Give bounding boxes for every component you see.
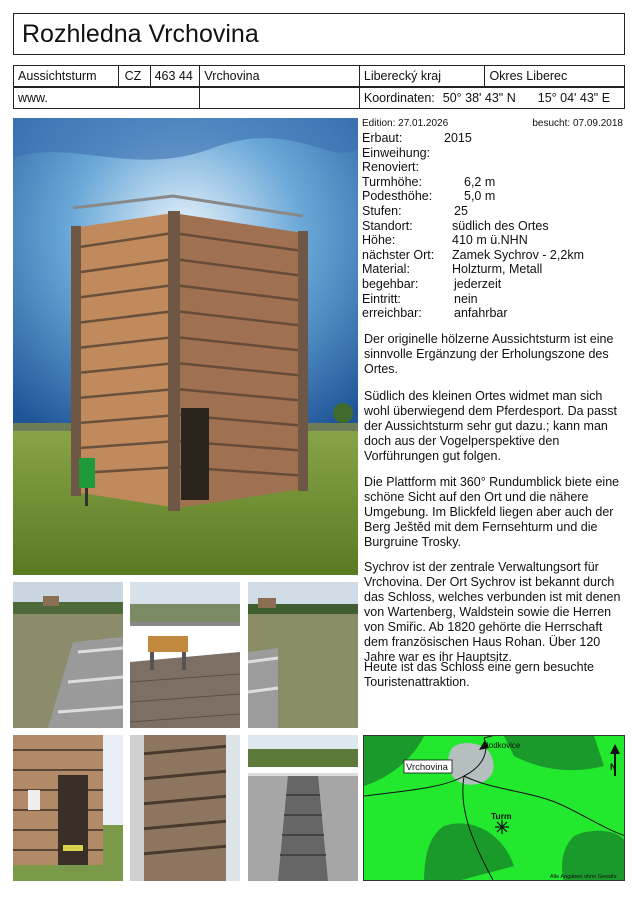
info-row-web-coords [13, 87, 625, 109]
page-title: Rozhledna Vrchovina [13, 13, 625, 55]
coords-label: Koordinaten: [363, 91, 435, 105]
fact-value: 2015 [444, 131, 472, 145]
fact-row [362, 160, 625, 175]
info-row-location [13, 65, 625, 87]
coordinates [360, 88, 624, 108]
fact-value: anfahrbar [454, 306, 508, 321]
map-disclaimer: Alle Angaben ohne Gewähr [550, 874, 617, 880]
fact-label: Stufen: [362, 203, 402, 218]
tower-type: Aussichtsturm [14, 66, 119, 86]
thumb-platform-bench [130, 582, 240, 728]
description-paragraph-1: Der originelle hölzerne Aussichtsturm ist eine sinnvolle Ergänzung der Erholungszone des Ortes. [364, 332, 614, 376]
fact-label: Höhe: [362, 233, 396, 248]
zip-code: 463 44 [151, 66, 201, 86]
district-name: Okres Liberec [489, 69, 568, 83]
fact-value: 25 [454, 203, 468, 218]
description-paragraph-4: Sychrov ist der zentrale Verwaltungsort für Vrchovina. Der Ort Sychrov ist bekannt durch das Schloss, welches verbunden ist mit denen von Wartenberg, Waldstein sowie die Herren von Smiřic. Ab 1820 gehörte die Herrschaft dem französischen Haus Rohan. Über 120 Jahre war es ihr Hauptsitz. [364, 560, 621, 664]
main-tower-photo [13, 118, 358, 575]
thumb-tower-interior [130, 735, 240, 881]
map-hodkovice-label: Hodkovice [483, 741, 521, 750]
fact-label: Podesthöhe: [362, 189, 433, 204]
svg-text:N: N [610, 762, 617, 772]
fact-label: Einweihung: [362, 145, 431, 160]
fact-value: südlich des Ortes [452, 218, 549, 233]
fact-row [362, 277, 625, 292]
fact-row [362, 292, 625, 307]
fact-label: Eintritt: [362, 291, 401, 306]
fact-label: Renoviert: [362, 160, 419, 175]
description-paragraph-5: Heute ist das Schloss eine gern besuchte Touristenattraktion. [364, 660, 594, 689]
thumb-stairs [248, 735, 358, 881]
fact-value: 5,0 m [464, 189, 496, 204]
fact-value: jederzeit [454, 276, 502, 291]
fact-value: Zamek Sychrov - 2,2km [452, 247, 584, 262]
fact-label: Material: [362, 262, 410, 277]
map-town-label: Vrchovina [406, 762, 448, 773]
fact-row [362, 262, 625, 277]
fact-row [362, 219, 625, 234]
fact-label: begehbar: [362, 276, 419, 291]
fact-row [362, 131, 625, 146]
region-name: Liberecký kraj [360, 66, 486, 86]
edition-date: Edition: 27.01.2026 [362, 118, 449, 129]
thumb-field-view [248, 582, 358, 728]
empty-cell [200, 88, 359, 108]
map-tower-label: Turm [491, 811, 512, 821]
visited-date: besucht: 07.09.2018 [532, 118, 623, 129]
website[interactable]: www. [14, 88, 200, 108]
fact-label: erreichbar: [362, 306, 422, 321]
fact-value: 6,2 m [464, 174, 496, 189]
fact-value: nein [454, 291, 478, 306]
description-paragraph-2: Südlich des kleinen Ortes widmet man sich wohl überwiegend dem Pferdesport. Da passt der Aussichtsturm sehr gut dazu.; kann man doch aus der Vogelperspektive den Vorführungen gut folgen. [364, 389, 617, 463]
fact-label: Standort: [362, 218, 413, 233]
fact-value: 410 m ü.NHN [452, 233, 528, 248]
fact-row [362, 146, 625, 161]
location-map [363, 735, 625, 881]
fact-value: Holzturm, Metall [452, 262, 543, 277]
fact-row [362, 248, 625, 263]
thumb-railing-view [13, 582, 123, 728]
fact-label: nächster Ort: [362, 247, 435, 262]
thumb-tower-entrance [13, 735, 123, 881]
fact-row [362, 189, 625, 204]
fact-row [362, 233, 625, 248]
fact-list [362, 131, 625, 321]
place-name: Vrchovina [200, 66, 359, 86]
latitude: 50° 38' 43" N [442, 91, 516, 105]
fact-row [362, 204, 625, 219]
fact-row [362, 306, 625, 321]
country-code: CZ [119, 66, 151, 86]
fact-label: Erbaut: [362, 131, 403, 145]
description-paragraph-3: Die Plattform mit 360° Rundumblick biete eine schöne Sicht auf den Ort und die nähere Umgebung. Im Blickfeld liegen aber auch der Berg Ještěd mit dem Fernsehturm und die Burgruine Trosky. [364, 475, 620, 549]
fact-label: Turmhöhe: [362, 174, 422, 189]
tower-marker-icon [495, 820, 509, 834]
longitude: 15° 04' 43" E [537, 91, 611, 105]
fact-row [362, 175, 625, 190]
